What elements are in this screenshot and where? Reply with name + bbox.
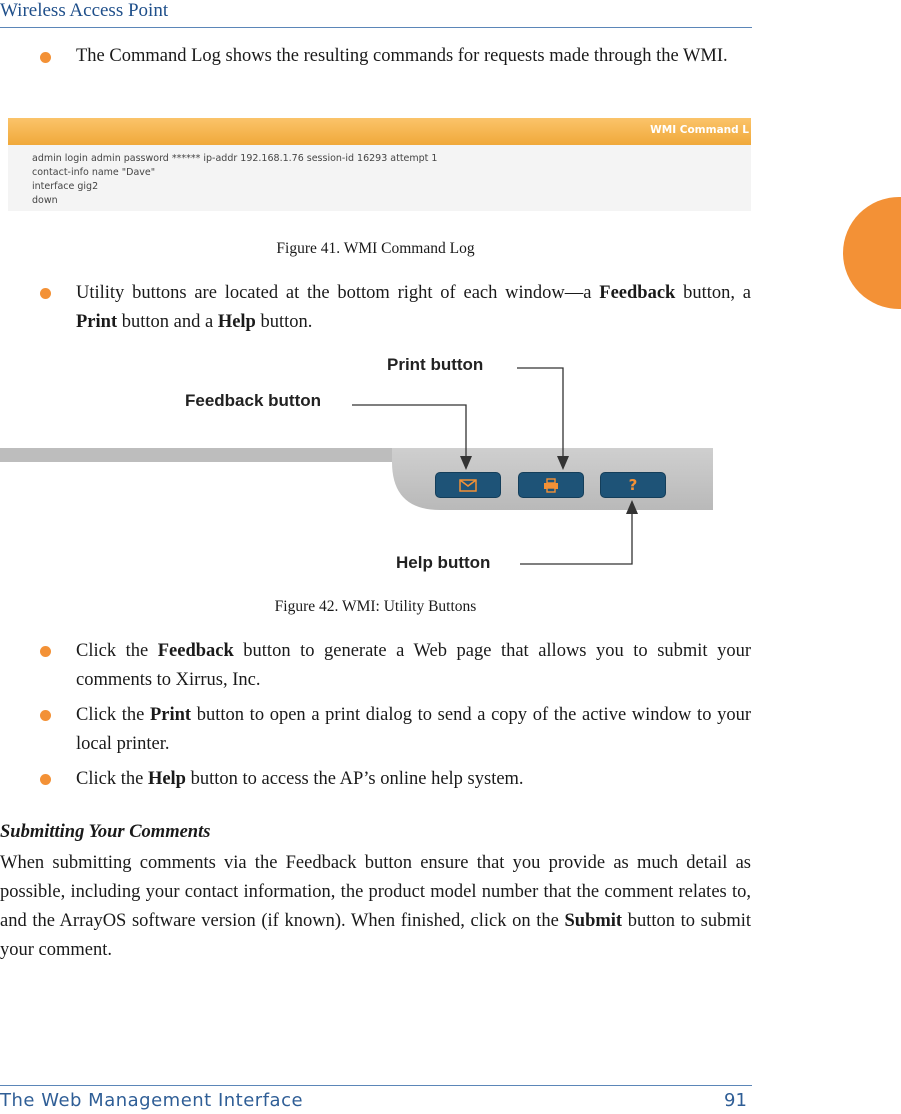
window-bottom-strip: [0, 448, 400, 462]
bullet-icon: [40, 774, 51, 785]
bullet-icon: [40, 646, 51, 657]
callout-lines: [0, 340, 760, 600]
envelope-icon: [459, 479, 477, 492]
log-line: contact-info name "Dave": [32, 167, 156, 178]
section-heading: Submitting Your Comments: [0, 822, 211, 842]
log-line: admin login admin password ****** ip-addr 192.168.1.76 session-id 16293 attempt 1: [32, 153, 438, 164]
help-callout-line: [520, 512, 632, 564]
print-callout-line: [517, 368, 563, 458]
bullet-text-command-log: The Command Log shows the resulting commands for requests made through the WMI.: [76, 46, 728, 66]
bullet-text-print: Click the Print button to open a print dialog to send a copy of the active window to your local printer.: [76, 705, 752, 754]
help-button[interactable]: [600, 472, 666, 498]
bullet-icon: [40, 710, 51, 721]
bullet-text-feedback: Click the Feedback button to generate a Web page that allows you to submit your comments to Xirrus, Inc.: [76, 641, 751, 690]
figure-41-command-log: [8, 118, 751, 211]
help-button-label: Help button: [396, 553, 491, 572]
bullet-icon: [40, 288, 51, 299]
chapter-tab: [843, 197, 901, 309]
command-log-title: WMI Command L: [650, 124, 749, 136]
feedback-button[interactable]: [435, 472, 501, 498]
bullet-text-utility-buttons: Utility buttons are located at the bottom right of each window—a Feedback button, a Print button and a Help button.: [76, 283, 752, 332]
section-paragraph: When submitting comments via the Feedback button ensure that you provide as much detail as possible, including your contact information, the product model number that the comment relates to, and the ArrayOS software version (if known). When finished, click on the Submit button to submit your comment.: [0, 853, 752, 960]
figure-41-caption: Figure 41. WMI Command Log: [276, 240, 475, 257]
command-log-titlebar: [8, 118, 751, 145]
feedback-button-label: Feedback button: [185, 391, 322, 410]
figure-42-utility-buttons: [0, 340, 760, 600]
print-button-label: Print button: [387, 355, 484, 374]
bullet-text-help: Click the Help button to access the AP’s online help system.: [76, 769, 524, 789]
question-icon: ?: [628, 476, 638, 494]
footer-rule: [0, 1085, 752, 1086]
printer-icon: [543, 478, 559, 493]
print-button[interactable]: [518, 472, 584, 498]
header-rule: [0, 27, 752, 28]
log-line: interface gig2: [32, 181, 99, 192]
running-footer-section: The Web Management Interface: [0, 1090, 304, 1111]
bullet-icon: [40, 52, 51, 63]
log-line: down: [32, 195, 58, 206]
command-log-body: [8, 145, 751, 211]
figure-42-caption: Figure 42. WMI: Utility Buttons: [274, 598, 477, 615]
page-number: 91: [724, 1090, 747, 1111]
running-header-title: Wireless Access Point: [0, 0, 169, 21]
